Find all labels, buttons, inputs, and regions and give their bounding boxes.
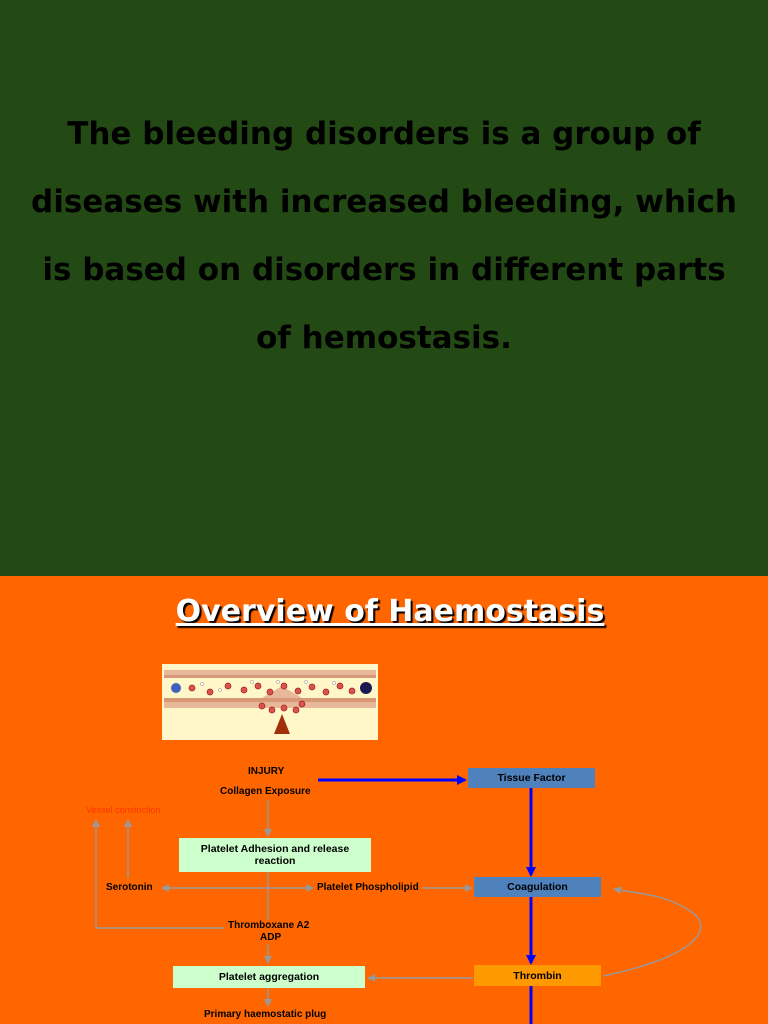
injury-label: INJURY — [248, 766, 285, 777]
coagulation-box — [474, 877, 601, 897]
platelet-aggregation-label: Platelet aggregation — [218, 971, 320, 983]
thrombin-label: Thrombin — [513, 969, 562, 982]
haemostasis-diagram — [0, 576, 768, 1024]
primary-haemostatic-plug-label: Primary haemostatic plug — [204, 1009, 327, 1020]
thromboxane-label: Thromboxane A2 — [228, 920, 310, 931]
vasoconstriction-label: Vessel constriction — [86, 805, 161, 815]
tissue-factor-label: Tissue Factor — [497, 772, 566, 784]
collagen-exposure-label: Collagen Exposure — [220, 786, 311, 797]
tissue-factor-box — [468, 768, 595, 788]
arrow-thrombin-feedback — [603, 889, 701, 976]
platelet-phospholipid-label: Platelet Phospholipid — [317, 882, 419, 893]
intro-text: The bleeding disorders is a group of diseases with increased bleeding, which is based on disorders in different parts of hemostasis. — [31, 116, 737, 356]
platelet-adhesion-label: Platelet Adhesion and release reaction — [200, 843, 350, 867]
arrow-thromboxane-loop — [96, 820, 224, 928]
adp-label: ADP — [260, 932, 282, 943]
coagulation-label: Coagulation — [507, 881, 568, 893]
slide-title: Overview of Haemostasis — [175, 594, 605, 629]
thrombin-box — [474, 965, 601, 986]
platelet-aggregation-box — [173, 966, 365, 988]
overview-slide — [0, 576, 768, 1024]
platelet-adhesion-box — [179, 838, 371, 872]
serotonin-label: Serotonin — [106, 882, 153, 893]
